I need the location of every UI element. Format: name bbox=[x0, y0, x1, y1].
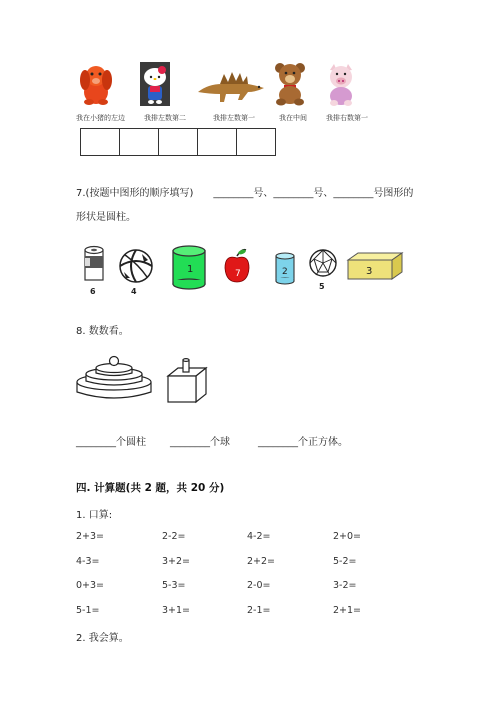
answer-box-row bbox=[80, 128, 276, 156]
arith-problem: 5-1= bbox=[76, 605, 100, 616]
svg-text:2: 2 bbox=[282, 267, 288, 277]
yellow-box-image bbox=[346, 250, 404, 282]
arith-problem: 4-2= bbox=[247, 531, 271, 542]
toy-label-2: 我排左数第二 bbox=[144, 114, 186, 122]
arith-problem: 3+1= bbox=[162, 605, 191, 616]
q2-title: 2. 我会算。 bbox=[76, 633, 129, 644]
answer-box[interactable] bbox=[120, 129, 159, 155]
shape-number-6: 5 bbox=[319, 282, 325, 291]
kitty-toy-image bbox=[140, 62, 170, 106]
q8-cylinder-blank[interactable]: ________个圆柱 bbox=[76, 437, 146, 448]
shape-number-2: 4 bbox=[131, 287, 137, 296]
arith-problem: 3+2= bbox=[162, 556, 191, 567]
pig-toy-image bbox=[324, 62, 358, 106]
toy-label-3: 我排左数第一 bbox=[213, 114, 255, 122]
q7-text-line1: 7.(按题中图形的顺序填写) ________号、________号、________号图形的 bbox=[76, 188, 414, 199]
ball-image bbox=[118, 248, 154, 284]
cube-with-cylinder-image bbox=[164, 356, 210, 406]
teddy-bear-toy-image bbox=[272, 60, 308, 106]
arith-problem: 2-2= bbox=[162, 531, 186, 542]
svg-text:7: 7 bbox=[235, 269, 241, 279]
section-title: 四. 计算题(共 2 题，共 20 分) bbox=[76, 482, 225, 494]
arith-problem: 0+3= bbox=[76, 580, 105, 591]
arith-problem: 2-1= bbox=[247, 605, 271, 616]
toilet-roll-image bbox=[80, 244, 108, 284]
svg-text:1: 1 bbox=[187, 264, 194, 275]
dinosaur-toy-image bbox=[196, 66, 266, 106]
arith-problem: 3-2= bbox=[333, 580, 357, 591]
answer-box[interactable] bbox=[159, 129, 198, 155]
apple-image bbox=[222, 246, 252, 288]
q1-title: 1. 口算: bbox=[76, 510, 113, 521]
arith-problem: 4-3= bbox=[76, 556, 100, 567]
arith-problem: 2+1= bbox=[333, 605, 362, 616]
arith-problem: 5-3= bbox=[162, 580, 186, 591]
arith-problem: 2+2= bbox=[247, 556, 276, 567]
stacked-cylinders-image bbox=[74, 354, 154, 404]
arith-problem: 2+3= bbox=[76, 531, 105, 542]
small-cylinder-image bbox=[274, 252, 296, 286]
shape-number-1: 6 bbox=[90, 287, 96, 296]
q7-text-line2: 形状是圆柱。 bbox=[76, 212, 136, 223]
arith-problem: 2-0= bbox=[247, 580, 271, 591]
svg-text:3: 3 bbox=[366, 266, 373, 277]
dog-toy-image bbox=[74, 60, 118, 106]
answer-box[interactable] bbox=[237, 129, 275, 155]
toy-label-4: 我在中间 bbox=[279, 114, 307, 122]
answer-box[interactable] bbox=[81, 129, 120, 155]
q8-ball-blank[interactable]: ________个球 bbox=[170, 437, 230, 448]
arith-problem: 2+0= bbox=[333, 531, 362, 542]
arith-problem: 5-2= bbox=[333, 556, 357, 567]
toy-label-1: 我在小猪的左边 bbox=[76, 114, 125, 122]
toy-label-5: 我排右数第一 bbox=[326, 114, 368, 122]
q8-cube-blank[interactable]: ________个正方体。 bbox=[258, 437, 348, 448]
q8-title: 8. 数数看。 bbox=[76, 326, 129, 337]
green-cylinder-image bbox=[170, 244, 208, 290]
geodesic-ball-image bbox=[308, 248, 338, 278]
answer-box[interactable] bbox=[198, 129, 237, 155]
